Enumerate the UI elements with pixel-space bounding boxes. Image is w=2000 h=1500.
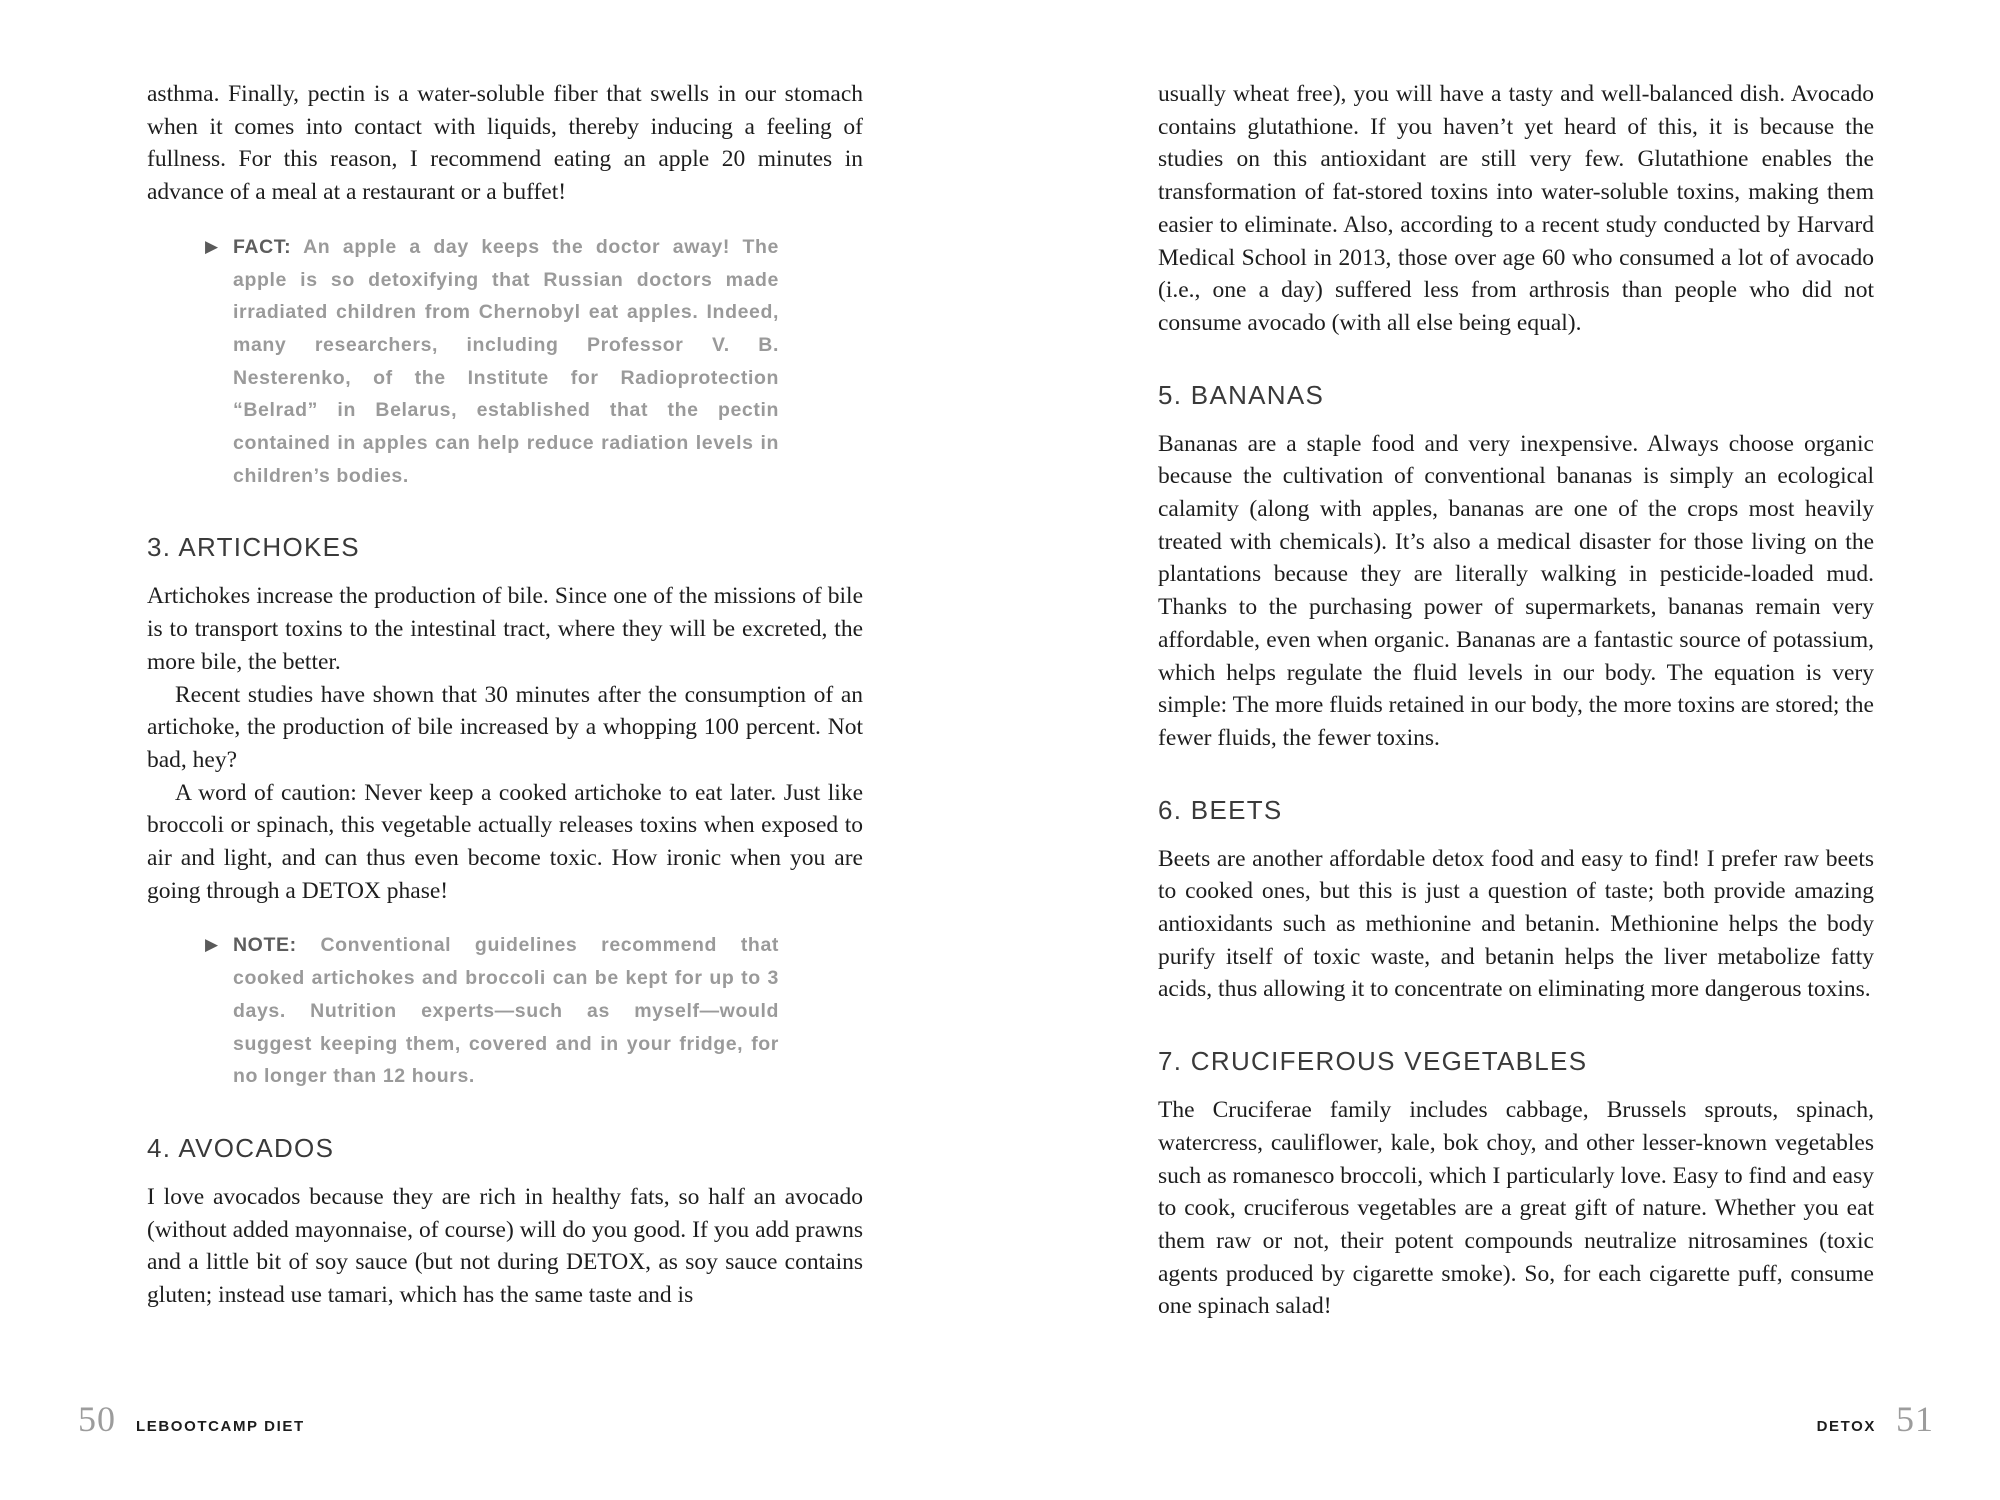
right-page bbox=[1000, 0, 2000, 1500]
running-head: DETOX bbox=[1816, 1418, 1876, 1435]
right-triangle-icon: ▶ bbox=[205, 236, 219, 256]
body-paragraph: A word of caution: Never keep a cooked artichoke to eat later. Just like broccoli or spinach, this vegetable actually releases toxins when exposed to air and light, and can thus even become toxic. How ironic when you are going through a DETOX phase! bbox=[147, 779, 863, 904]
section-heading-bananas: 5. BANANAS bbox=[1158, 379, 1325, 410]
body-paragraph: Artichokes increase the production of bile. Since one of the missions of bile is to transport toxins to the intestinal tract, where they will be excreted, the more bile, the better. bbox=[147, 583, 863, 675]
fact-label: FACT: bbox=[233, 235, 292, 258]
section-heading-avocados: 4. AVOCADOS bbox=[147, 1132, 335, 1163]
body-paragraph: usually wheat free), you will have a tasty and well-balanced dish. Avocado contains glutathione. If you haven’t yet heard of this, it is because the studies on this antioxidant are still very few. Glutathione enables the transformation of fat-stored toxins into water-soluble toxins, making them easier to eliminate. Also, according to a recent study conducted by Harvard Medical School in 2013, those over age 60 who consumed a lot of avocado (i.e., one a day) suffered less from arthrosis than people who did not consume avocado (with all else being equal). bbox=[1158, 81, 1874, 336]
page-number: 50 bbox=[78, 1399, 116, 1439]
body-paragraph: asthma. Finally, pectin is a water-soluble fiber that swells in our stomach when it comes into contact with liquids, thereby inducing a feeling of fullness. For this reason, I recommend eating an apple 20 minutes in advance of a meal at a restaurant or a buffet! bbox=[147, 81, 863, 206]
section-heading-cruciferous: 7. CRUCIFEROUS VEGETABLES bbox=[1158, 1046, 1588, 1077]
body-paragraph: The Cruciferae family includes cabbage, Brussels sprouts, spinach, watercress, cauliflower, kale, bok choy, and other lesser-known vegetables such as romanesco broccoli, which I particularly love. Easy to find and easy to cook, cruciferous vegetables are a great gift of nature. Whether you eat them raw or not, their potent compounds neutralize nitrosamines (toxic agents produced by cigarette smoke). So, for each cigarette puff, consume one spinach salad! bbox=[1158, 1097, 1874, 1320]
page-number: 51 bbox=[1896, 1399, 1934, 1439]
body-paragraph: I love avocados because they are rich in healthy fats, so half an avocado (without added mayonnaise, of course) will do you good. If you add prawns and a little bit of soy sauce (but not during DETOX, as soy sauce contains gluten; instead use tamari, which has the same taste and is bbox=[147, 1183, 863, 1309]
left-footer bbox=[78, 1398, 305, 1438]
left-text-column bbox=[147, 78, 863, 1312]
right-text-column bbox=[1158, 78, 1874, 1323]
body-paragraph: Beets are another affordable detox food and easy to find! I prefer raw beets to cooked ones, but this is just a question of taste; both provide amazing antioxidants such as methionine and betanin. Methionine helps the body purify itself of toxic waste, and betanin helps the liver metabolize fatty acids, thus allowing it to concentrate on eliminating more dangerous toxins. bbox=[1158, 845, 1874, 1003]
note-label: NOTE: bbox=[233, 934, 297, 957]
section-heading-artichokes: 3. ARTICHOKES bbox=[147, 532, 360, 563]
body-paragraph: Recent studies have shown that 30 minutes after the consumption of an artichoke, the production of bile increased by a whopping 100 percent. Not bad, hey? bbox=[147, 681, 863, 773]
section-heading-beets: 6. BEETS bbox=[1158, 794, 1283, 825]
body-paragraph: Bananas are a staple food and very inexpensive. Always choose organic because the cultivation of conventional bananas is simply an ecological calamity (along with apples, bananas are one of the crops most heavily treated with chemicals). It’s also a medical disaster for those living on the plantations because they are literally walking in pesticide-loaded mud. Thanks to the purchasing power of supermarkets, bananas remain very affordable, even when organic. Bananas are a fantastic source of potassium, which helps regulate the fluid levels in our body. The equation is very simple: The more fluids retained in our body, the more toxins are stored; the fewer fluids, the fewer toxins. bbox=[1158, 430, 1874, 751]
note-text: Conventional guidelines recommend that cooked artichokes and broccoli can be kept for up to 3 days. Nutrition experts—such as myself—would suggest keeping them, covered and in your fridge, for no longer than 12 hours. bbox=[233, 934, 779, 1088]
right-footer bbox=[1817, 1398, 1934, 1438]
running-head: LEBOOTCAMP DIET bbox=[136, 1418, 305, 1435]
fact-callout bbox=[205, 231, 779, 493]
note-callout bbox=[205, 929, 779, 1093]
fact-text: An apple a day keeps the doctor away! The apple is so detoxifying that Russian doctors made irradiated children from Chernobyl eat apples. Indeed, many researchers, including Professor V. B. Nesterenko, of the Institute for Radioprotection “Belrad” in Belarus, established that the pectin contained in apples can help reduce radiation levels in children’s bodies. bbox=[233, 235, 779, 487]
right-triangle-icon: ▶ bbox=[205, 935, 219, 955]
